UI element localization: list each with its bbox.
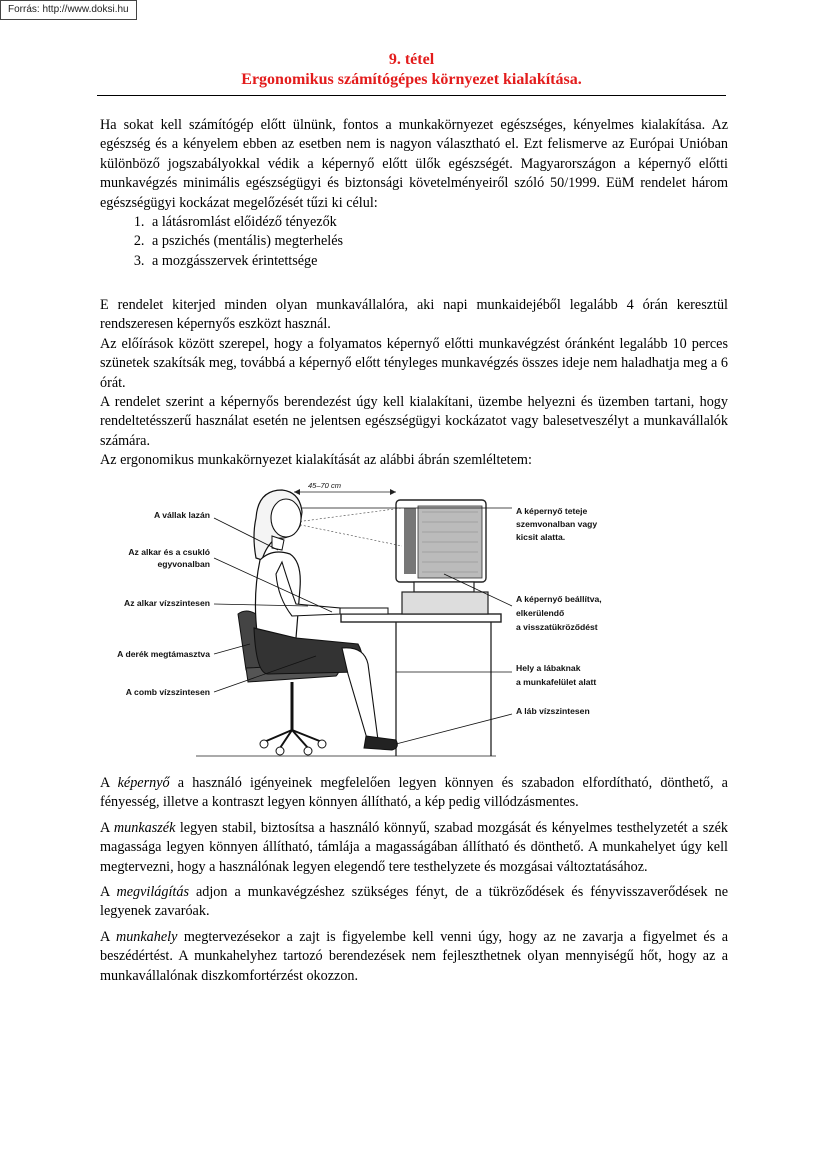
workplace-paragraph: A munkahely megtervezésekor a zajt is figyelembe kell venni úgy, hogy az ne zavarja a figyelmet és a beszédértést. A munkahelyhez tartozó berendezések nem fejleszthetnek olyan mennyiségű hőt, hogy az a munkavállalónak diszkomfortérzést okozzon. <box>100 928 729 984</box>
arrow-right-icon <box>390 489 396 495</box>
term-lighting: megvilágítás <box>116 884 189 901</box>
paragraph: E rendelet kiterjed minden olyan munkavállalóra, aki napi munkaidejéből legalább 4 órán keresztül rendszeresen képernyős eszközt használ. <box>100 297 728 333</box>
risk-item: 1. a látásromlást előidéző tényezők <box>148 213 728 232</box>
term-monitor: képernyő <box>117 775 170 791</box>
label-forearm-horizontal: Az alkar vízszintesen <box>124 598 210 608</box>
label-leg-room: a munkafelület alatt <box>516 677 597 687</box>
source-url-tag: Forrás: http://www.doksi.hu <box>0 0 137 20</box>
sightline-center <box>296 524 402 546</box>
risk-item: 3. a mozgásszervek érintettsége <box>148 252 728 271</box>
label-screen-top: szemvonalban vagy <box>516 519 598 529</box>
desk-top <box>341 614 501 622</box>
intro-paragraph: Ha sokat kell számítógép előtt ülnünk, fontos a munkakörnyezet egészséges, kényelmes kialakítása. Az egészség és a kényelem ebben az esetben nem is nagyon választható el. Ezt felismerve az Európai Unióban különböző jogszabályokkal védik a képernyő előtt ülők egészségét. Magyarországon a képernyő előtti munkavégzés minimális egészségügyi és biztonsági követelményeiről szóló 50/1999. EüM rendelet három egészségügyi kockázat megelőzését tűzi ki célul: <box>100 117 728 211</box>
keyboard-icon <box>336 608 388 614</box>
label-screen-adjust: elkerülendő <box>516 608 565 618</box>
label-thigh-horizontal: A comb vízszintesen <box>125 687 210 697</box>
regulation-section <box>100 296 728 471</box>
details-section <box>100 774 728 986</box>
label-screen-adjust: a visszatükröződést <box>516 622 598 632</box>
risk-list <box>100 213 728 271</box>
term-chair: munkaszék <box>113 819 176 836</box>
paragraph: A rendelet szerint a képernyős berendezést úgy kell kialakítani, üzembe helyezni és üzemben tartani, hogy rendeltetésszerű használat esetén ne jelentsen egészségügyi kockázatot vagy balesetveszélyt a munkavállalók számára. <box>100 394 728 449</box>
label-screen-adjust: A képernyő beállítva, <box>516 594 602 604</box>
label-screen-top: A képernyő teteje <box>516 506 588 516</box>
monitor-paragraph: A képernyő a használó igényeinek megfelelően legyen könnyen és szabadon elfordítható, dönthető, a fényesség, illetve a kontraszt legyen könnyen állítható, a kép pedig villódzásmentes. <box>100 775 728 811</box>
title-divider <box>97 95 726 96</box>
chair-paragraph: A munkaszék legyen stabil, biztosítsa a használó könnyű, szabad mozgását és kényelmes testhelyzetét a szék magassága legyen könnyen állítható, támlája a magasságában állítható és dönthető. A munkahelyet úgy kell megtervezni, hogy a használónak legyen elegendő tere testhelyzete és mozgásai változtatásához. <box>100 819 729 875</box>
ergonomics-figure <box>96 478 636 764</box>
lighting-paragraph: A megvilágítás adjon a munkavégzéshez szükséges fényt, de a tükröződések és fényvisszaverődések ne legyenek zavaróak. <box>100 884 728 920</box>
risk-item: 2. a pszichés (mentális) megterhelés <box>148 232 728 251</box>
paragraph: Az előírások között szerepel, hogy a folyamatos képernyő előtti munkavégzést óránként legalább 10 perces szünetek szakítsák meg, továbbá a képernyő előtt tényleges munkavégzés összes ideje nem haladhatja meg a 6 órát. <box>100 335 728 391</box>
label-forearm-wrist: Az alkar és a csukló <box>128 547 210 557</box>
label-feet-flat: A láb vízszintesen <box>516 706 590 716</box>
monitor-icon <box>396 500 488 614</box>
arrow-left-icon <box>294 489 300 495</box>
distance-label: 45–70 cm <box>308 481 341 490</box>
label-shoulders: A vállak lazán <box>153 510 210 520</box>
sightline-top <box>296 508 402 522</box>
label-leg-room: Hely a lábaknak <box>516 663 581 673</box>
paragraph: Az ergonomikus munkakörnyezet kialakítását az alábbi ábrán szemléltetem: <box>100 452 532 469</box>
title-subtitle: Ergonomikus számítógépes környezet kialakítása. <box>241 71 582 88</box>
label-forearm-wrist: egyvonalban <box>157 559 210 569</box>
intro-section <box>100 116 728 271</box>
label-back-support: A derék megtámasztva <box>117 649 210 659</box>
label-screen-top: kicsit alatta. <box>516 532 566 542</box>
document-title <box>97 50 726 90</box>
callout-line <box>396 714 512 744</box>
term-workplace: munkahely <box>115 928 178 945</box>
ergonomics-illustration <box>96 478 636 764</box>
title-number: 9. tétel <box>388 51 435 68</box>
